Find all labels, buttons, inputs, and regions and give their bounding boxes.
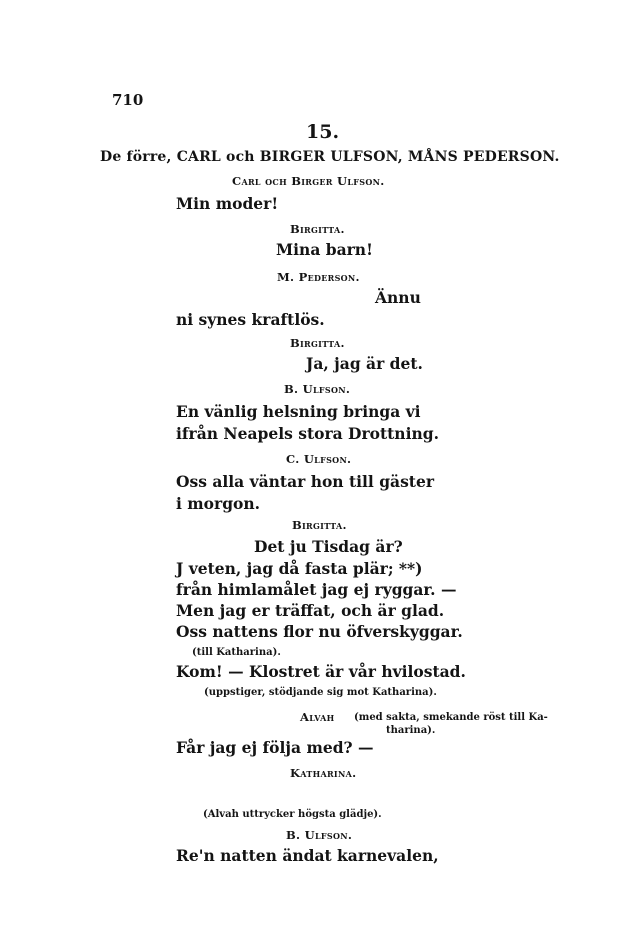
verse-line: Kom! — Klostret är vår hvilostad. [176,662,466,681]
speaker-name: Alvah [300,710,335,724]
verse-line: Mina barn! [276,240,373,259]
stage-direction: (med sakta, smekande röst till Ka- [354,712,548,723]
speaker-name: Katharina. [290,766,357,780]
verse-line: Men jag er träffat, och är glad. [176,601,445,620]
verse-line: Ännu [375,288,421,307]
verse-line: ifrån Neapels stora Drottning. [176,424,439,443]
verse-line: Får jag ej följa med? — [176,738,374,757]
verse-line: från himlamålet jag ej ryggar. — [176,580,457,599]
verse-line: J veten, jag då fasta plär; **) [176,559,423,578]
speaker-name: Birgitta. [290,336,345,350]
scene-heading: De förre, CARL och BIRGER ULFSON, MÅNS PEDERSON. [100,149,560,165]
verse-line: Oss nattens flor nu öfverskyggar. [176,622,463,641]
verse-line: En vänlig helsning bringa vi [176,402,421,421]
stage-direction: (Alvah uttrycker högsta glädje). [203,809,382,820]
page-number: 710 [112,91,144,109]
speaker-name: B. Ulfson. [284,382,351,396]
speaker-name: B. Ulfson. [286,828,353,842]
stage-direction: (uppstiger, stödjande sig mot Katharina). [204,687,437,698]
verse-line: Ja, jag är det. [306,354,423,373]
verse-line: Oss alla väntar hon till gäster [176,472,434,491]
section-number: 15. [306,121,340,143]
stage-direction: (till Katharina). [192,647,281,658]
speaker-name: M. Pederson. [277,270,360,284]
verse-line: i morgon. [176,494,261,513]
speaker-name: C. Ulfson. [286,452,352,466]
verse-line: Det ju Tisdag är? [254,537,403,556]
verse-line: Min moder! [176,194,279,213]
stage-direction: tharina). [386,725,436,736]
speaker-name: Carl och Birger Ulfson. [232,174,385,188]
speaker-name: Birgitta. [292,518,347,532]
verse-line: Re'n natten ändat karnevalen, [176,846,439,865]
speaker-name: Birgitta. [290,222,345,236]
verse-line: ni synes kraftlös. [176,310,325,329]
